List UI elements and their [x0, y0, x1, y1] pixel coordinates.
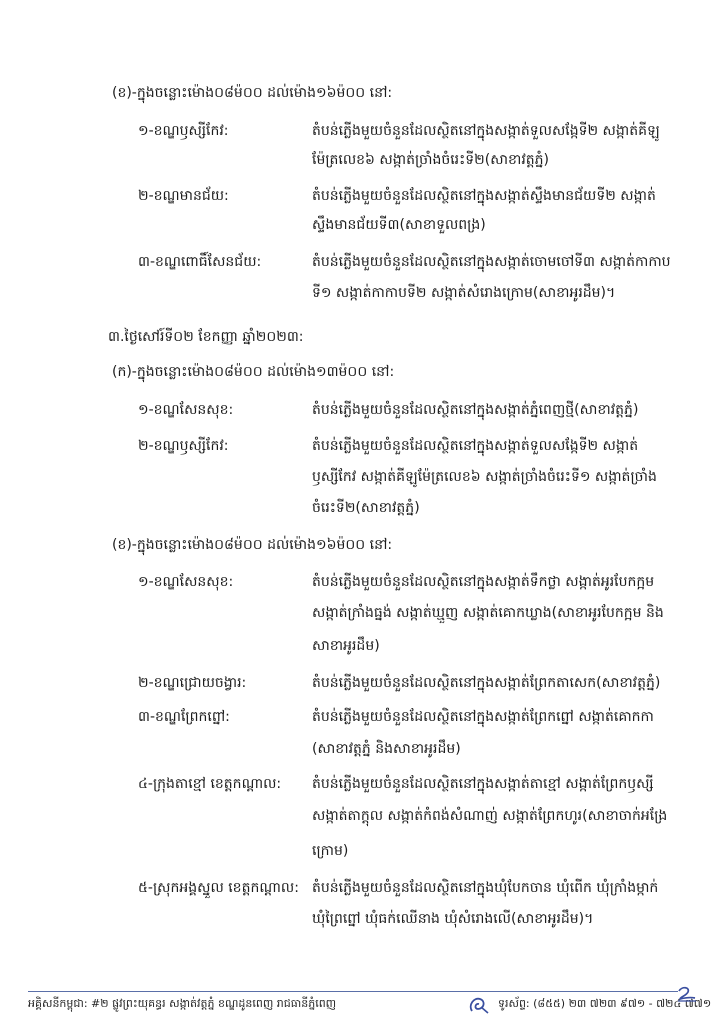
item-text-line: សង្កាត់តាក្តុល សង្កាត់កំពង់សំណាញ់ សង្កាត់ព្រែកហូរ(សាខាចាក់អង្រែ: [312, 808, 668, 824]
page-number-mark-icon: [676, 985, 698, 1003]
item-text-line: ក្រោម): [312, 843, 349, 859]
day3-section-b-heading: (ខ)-ក្នុងចន្លោះម៉ោង០៨ម៉០០ ដល់ម៉ោង១៦ម៉០០ នៅ:: [112, 537, 393, 553]
item-text-line: សាខាអូរដឹម): [312, 638, 380, 654]
item-label: ៣-ខណ្ឌព្រែកព្នៅ:: [138, 709, 230, 725]
item-label: ១-ខណ្ឌសែនសុខ:: [138, 574, 234, 590]
item-text-line: តំបន់ភ្លើងមួយចំនួនដែលស្ថិតនៅក្នុងសង្កាត់ស្ទឹងមានជ័យទី២ សង្កាត់: [312, 188, 656, 204]
item-text-line: ចំរេះទី២(សាខាវត្តភ្នំ): [312, 500, 420, 516]
footer-address: អគ្គិសនីកម្ពុជា: #២ ផ្លូវព្រះយុគន្ធរ សង្កាត់វត្តភ្នំ ខណ្ឌដូនពេញ រាជធានីភ្នំពេញ: [28, 997, 337, 1010]
item-text-line: តំបន់ភ្លើងមួយចំនួនដែលស្ថិតនៅក្នុងសង្កាត់ព្រែកតាសេក(សាខាវត្តភ្នំ): [312, 675, 661, 691]
item-text-line: សង្កាត់ក្រាំងធ្នង់ សង្កាត់ឃ្មួញ សង្កាត់គោកឃ្លាង(សាខាអូរបែកក្អម និង: [312, 605, 664, 621]
day3-heading: ៣.ថ្ងៃសៅរ៍ទី០២ ខែកញ្ញា ឆ្នាំ២០២៣:: [108, 329, 304, 345]
item-text-line: តំបន់ភ្លើងមួយចំនួនដែលស្ថិតនៅក្នុងសង្កាត់ចោមចៅទី៣ សង្កាត់កាកាប: [312, 254, 671, 270]
day3-section-a-heading: (ក)-ក្នុងចន្លោះម៉ោង០៨ម៉០០ ដល់ម៉ោង១៣ម៉០០ នៅ:: [112, 364, 395, 380]
item-text-line: តំបន់ភ្លើងមួយចំនួនដែលស្ថិតនៅក្នុងសង្កាត់ទួលសង្កែទី២ សង្កាត់គីឡូ: [312, 123, 660, 139]
item-text-line: តំបន់ភ្លើងមួយចំនួនដែលស្ថិតនៅក្នុងឃុំបែកចាន ឃុំពើក ឃុំក្រាំងម្កាក់: [312, 880, 659, 896]
item-label: ២-ខណ្ឌឫស្សីកែវ:: [138, 438, 229, 454]
item-label: ៥-ស្រុកអង្គស្នួល ខេត្តកណ្តាល:: [138, 880, 299, 896]
company-logo-icon: [466, 993, 492, 1015]
item-label: ១-ខណ្ឌសែនសុខ:: [138, 402, 234, 418]
item-text-line: ឃុំព្រៃព្នៅ ឃុំធក់ឈើនាង ឃុំសំរោងលើ(សាខាអូរដឹម)។: [312, 911, 594, 927]
item-text-line: តំបន់ភ្លើងមួយចំនួនដែលស្ថិតនៅក្នុងសង្កាត់ទឹកថ្លា សង្កាត់អូរបែកក្អម: [312, 574, 655, 590]
section-b1-heading: (ខ)-ក្នុងចន្លោះម៉ោង០៨ម៉០០ ដល់ម៉ោង១៦ម៉០០ នៅ:: [112, 85, 393, 101]
item-label: ២-ខណ្ឌជ្រោយចង្វារ:: [138, 675, 247, 691]
item-text-line: តំបន់ភ្លើងមួយចំនួនដែលស្ថិតនៅក្នុងសង្កាត់ព្រែកព្នៅ សង្កាត់គោកកា: [312, 709, 654, 725]
item-text-line: ស្ទឹងមានជ័យទី៣(សាខាទួលពង្រ): [312, 217, 486, 233]
item-text-line: (សាខាវត្តភ្នំ និងសាខាអូរដឹម): [312, 741, 461, 757]
item-text-line: តំបន់ភ្លើងមួយចំនួនដែលស្ថិតនៅក្នុងសង្កាត់តាខ្មៅ សង្កាត់ព្រែកឫស្សី: [312, 776, 654, 792]
item-text-line: តំបន់ភ្លើងមួយចំនួនដែលស្ថិតនៅក្នុងសង្កាត់ភ្នំពេញថ្មី(សាខាវត្តភ្នំ): [312, 402, 639, 418]
item-label: ២-ខណ្ឌមានជ័យ:: [138, 188, 229, 204]
item-label: ៤-ក្រុងតាខ្មៅ ខេត្តកណ្តាល:: [138, 776, 282, 792]
item-label: ១-ខណ្ឌឫស្សីកែវ:: [138, 123, 229, 139]
item-text-line: ឫស្សីកែវ សង្កាត់គីឡូម៉ែត្រលេខ៦ សង្កាត់ច្រាំងចំរេះទី១ សង្កាត់ច្រាំង: [312, 469, 657, 485]
footer-divider: [28, 991, 678, 992]
item-text-line: តំបន់ភ្លើងមួយចំនួនដែលស្ថិតនៅក្នុងសង្កាត់ទួលសង្កែទី២ សង្កាត់: [312, 438, 639, 454]
footer-phone: ទូរស័ព្ទ: (៨៥៥) ២៣ ៧២៣ ៩៧១ - ៧២៤ ៧៧១: [498, 997, 712, 1010]
item-text-line: ម៉ែត្រលេខ៦ សង្កាត់ច្រាំងចំរេះទី២(សាខាវត្តភ្នំ): [312, 152, 549, 168]
item-label: ៣-ខណ្ឌពោធិ៍សែនជ័យ:: [138, 254, 262, 270]
item-text-line: ទី១ សង្កាត់កាកាបទី២ សង្កាត់សំរោងក្រោម(សាខាអូរដឹម)។: [312, 285, 616, 301]
